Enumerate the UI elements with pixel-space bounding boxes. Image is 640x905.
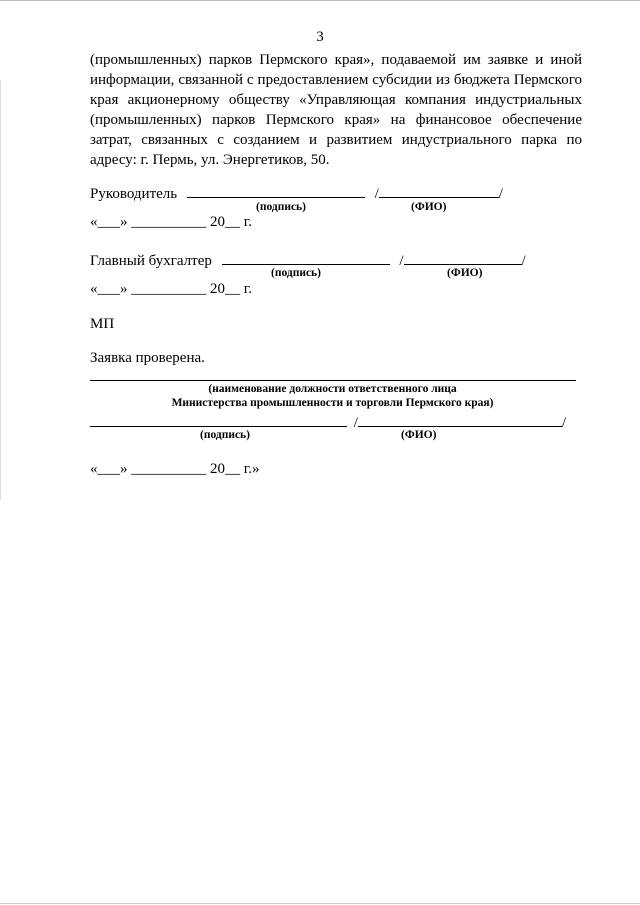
head-slash-1: /: [374, 186, 379, 202]
accountant-caption-name: (ФИО): [447, 267, 483, 279]
page-number: 3: [316, 29, 324, 45]
verified-slash-1: /: [353, 415, 358, 431]
head-name-line: [379, 183, 499, 198]
verified-label: Заявка проверена.: [90, 350, 205, 366]
head-signature-line: [187, 183, 365, 198]
verified-slash-2: /: [561, 415, 567, 431]
accountant-name-line: [404, 250, 522, 265]
accountant-slash-2: /: [521, 253, 526, 269]
verified-date: «___» __________ 20__ г.»: [90, 461, 260, 477]
position-caption-line1: (наименование должности ответственного лица: [208, 383, 457, 395]
accountant-slash-1: /: [399, 253, 404, 269]
accountant-label: Главный бухгалтер: [90, 253, 212, 269]
head-caption-signature: (подпись): [256, 201, 306, 213]
stamp-label: МП: [90, 316, 115, 332]
verified-name-line: [358, 412, 562, 427]
scan-edge-left: [0, 80, 1, 500]
verified-signature-line: [90, 412, 347, 427]
accountant-caption-signature: (подпись): [271, 267, 321, 279]
head-date: «___» __________ 20__ г.: [90, 214, 252, 230]
body-paragraph: (промышленных) парков Пермского края», подаваемой им заявке и иной информации, связанной с предоставлением субсидии из бюджета Пермского края акционерному обществу «Управляющая компания индустриальных (промышленных) парков Пермского края» на финансовое обеспечение затрат, связанных с созданием и развитием индустриального парка по адресу: г. Пермь, ул. Энергетиков, 50.: [90, 52, 582, 168]
verified-signature-row: [90, 412, 566, 432]
head-caption-name: (ФИО): [411, 201, 447, 213]
position-caption-line2: Министерства промышленности и торговли Пермского края): [171, 397, 494, 409]
head-slash-2: /: [498, 186, 503, 202]
head-label: Руководитель: [90, 186, 178, 202]
position-line: [90, 380, 576, 381]
verified-caption-name: (ФИО): [401, 429, 437, 441]
scan-edge-bottom: [0, 903, 640, 904]
head-signature-row: [90, 183, 503, 203]
verified-caption-signature: (подпись): [200, 429, 250, 441]
scan-edge-top: [0, 0, 640, 1]
accountant-date: «___» __________ 20__ г.: [90, 281, 252, 297]
accountant-signature-line: [222, 250, 390, 265]
